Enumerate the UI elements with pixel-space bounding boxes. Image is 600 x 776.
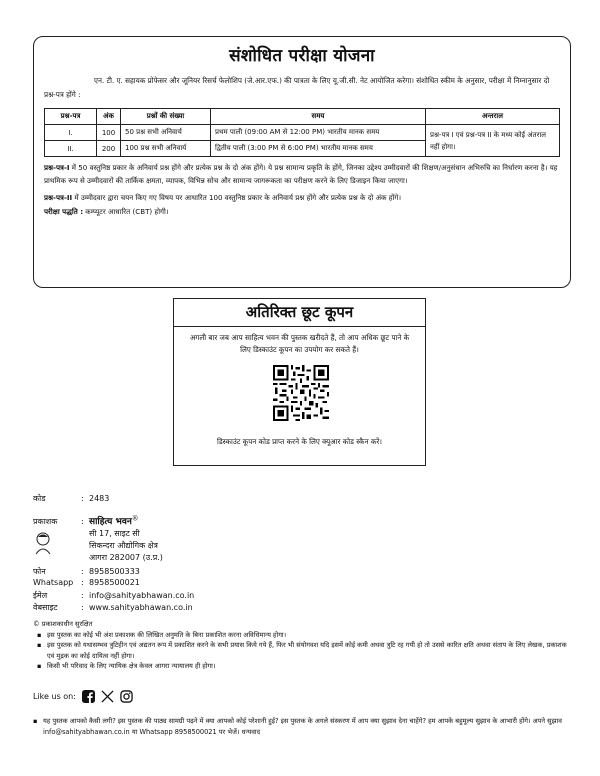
address-line-2: सिकन्दरा औद्योगिक क्षेत्र: [89, 541, 158, 550]
like-us-label: Like us on:: [33, 692, 76, 701]
time-cell: द्वितीय पाली (3:00 PM से 6:00 PM) भारतीय मानक समय: [211, 141, 426, 157]
whatsapp-value[interactable]: 8958500021: [89, 578, 140, 587]
questions-cell: 100 प्रश्न सभी अनिवार्य: [121, 141, 211, 157]
publisher-logo-icon: [33, 531, 53, 555]
coupon-footer: डिस्काउंट कूपन कोड प्राप्त करने के लिए क्यूआर कोड स्कैन करें।: [216, 437, 383, 446]
exam-title: संशोधित परीक्षा योजना: [229, 46, 375, 66]
whatsapp-label: Whatsapp: [33, 578, 74, 587]
paper1-label: प्रश्न-पत्र-I: [44, 163, 70, 172]
col-paper: प्रश्न-पत्र: [45, 109, 97, 125]
paper1-text: में 50 वस्तुनिष्ठ प्रकार के अनिवार्य प्रश्न होंगे और प्रत्येक प्रश्न के दो अंक होंगे। ये प्रश्न सामान्य प्रकृति के होंगे, जिनका उद्देश्य उम्मीदवारों की शिक्षण/अनुसंधान अभिरुचि का निर्धारण करना है। यह प्राथमिक रूप से उम्मीदवारों की तार्किक क्षमता, व्यापक, विभिन्न सोच और सामान्य जागरूकता का परीक्षण करने के लिए डिजाइन किया जाएगा।: [44, 163, 558, 185]
website-row: वेबसाइट : www.sahityabhawan.co.in: [33, 603, 193, 612]
list-item: ▪ किसी भी परिवाद के लिए न्यायिक क्षेत्र केवल आगरा न्यायालय ही होगा।: [37, 661, 573, 672]
email-value[interactable]: info@sahityabhawan.co.in: [89, 591, 195, 600]
interval-cell: प्रश्न-पत्र I एवं प्रश्न-पत्र II के मध्य कोई अंतराल नहीं होगा।: [426, 125, 560, 157]
paper2-description: [44, 191, 560, 204]
marks-cell: 200: [97, 141, 121, 157]
email-label: ईमेल: [33, 591, 48, 600]
copyright-text: © प्रकाशकाधीन सुरक्षित: [33, 620, 93, 628]
code-value: 2483: [89, 494, 110, 503]
phone-label: फोन: [33, 567, 46, 576]
time-cell: प्रथम पाली (09:00 AM से 12:00 PM) भारतीय मानक समय: [211, 125, 426, 141]
email-row: ईमेल : info@sahityabhawan.co.in: [33, 591, 195, 600]
exam-plan-table: [44, 108, 560, 157]
table-row: [45, 125, 560, 141]
exam-scheme-box: [33, 36, 571, 288]
publisher-name: साहित्य भवन: [89, 517, 132, 527]
marks-cell: 100: [97, 125, 121, 141]
list-item: ▪ इस पुस्तक का कोई भी अंश प्रकाशक की लिखित अनुमति के बिना प्रकाशित करना अविधिमान्य होगा।: [37, 630, 573, 641]
paper-cell: I.: [45, 125, 97, 141]
paper-cell: II.: [45, 141, 97, 157]
method-text: कम्प्यूटर आधारित (CBT) होगी।: [83, 207, 169, 216]
registered-mark: ®: [131, 514, 139, 523]
website-label: वेबसाइट: [33, 603, 58, 612]
table-header-row: [45, 109, 560, 125]
whatsapp-row: Whatsapp : 8958500021: [33, 578, 140, 587]
paper2-label: प्रश्न-पत्र-II: [44, 193, 73, 202]
social-links: [33, 690, 133, 703]
exam-method: [44, 205, 560, 218]
publisher-row: प्रकाशक : साहित्य भवन®: [33, 514, 139, 527]
col-marks: अंक: [97, 109, 121, 125]
paper2-text: में उम्मीदवार द्वारा चयन किए गए विषय पर आधारित 100 वस्तुनिष्ठ प्रकार के अनिवार्य प्रश्न होंगे और प्रत्येक प्रश्न के दो अंक होंगे।: [72, 193, 402, 202]
paper1-description: [44, 161, 560, 187]
code-label: कोड: [33, 494, 46, 503]
facebook-icon[interactable]: [82, 690, 95, 703]
address-line-1: सी 17, साइट सी: [89, 529, 140, 538]
questions-cell: 50 प्रश्न सभी अनिवार्य: [121, 125, 211, 141]
coupon-text: अगली बार जब आप साहित्य भवन की पुस्तक खरीदते हैं, तो आप अधिक छूट पाने के लिए डिस्काउंट कूपन का उपयोग कर सकते हैं।: [189, 333, 410, 354]
code-row: कोड : 2483: [33, 494, 110, 503]
instagram-icon[interactable]: [120, 690, 133, 703]
col-questions: प्रश्नों की संख्या: [121, 109, 211, 125]
feedback-text: ▪ यह पुस्तक आपको कैसी लगी? इस पुस्तक की पाठ्य सामग्री पढ़ने में क्या आपको कोई परेशानी हुई? इस पुस्तक के अगले संस्करण में आप क्या सुझाव देना चाहेंगे? हम आपके बहुमूल्य सुझाव के आभारी होंगे। अपने सुझाव info@sahityabhawan.co.in या Whatsapp 8958500021 पर भेजें। धन्यवाद: [33, 716, 573, 737]
x-twitter-icon[interactable]: [101, 690, 114, 703]
phone-row: फोन : 8958500333: [33, 567, 140, 576]
list-item: ▪ इस पुस्तक को यथासम्भव त्रुटिहीन एवं अद्यतन रूप में प्रकाशित करने के सभी प्रयास किये गये हैं, फिर भी संयोगवश यदि इसमें कोई कमी अथवा त्रुटि रह गयी हो तो उससे कारित क्षति अथवा संताप के लिए लेखक, प्रकाशक एवं मुद्रक का कोई दायित्व नहीं होगा।: [37, 640, 573, 661]
qr-code-icon[interactable]: [273, 365, 329, 421]
legal-notes: [33, 619, 573, 672]
address-line-3: आगरा 282007 (उ.प्र.): [89, 553, 163, 562]
col-time: समय: [211, 109, 426, 125]
phone-value[interactable]: 8958500333: [89, 567, 140, 576]
website-value[interactable]: www.sahityabhawan.co.in: [89, 603, 193, 612]
discount-coupon-box: [173, 298, 426, 466]
col-interval: अन्तराल: [426, 109, 560, 125]
exam-intro: एन. टी. ए. सहायक प्रोफेसर और जूनियर रिसर्च फेलोशिप (जे.आर.एफ.) की पात्रता के लिए यू.जी.सी. नेट आयोजित करेगा। संशोधित स्कीम के अनुसार, परीक्षा में निम्नानुसार दो प्रश्न-पत्र होंगे :: [44, 76, 550, 99]
feedback-note: [33, 716, 573, 737]
coupon-title: अतिरिक्त छूट कूपन: [174, 299, 425, 327]
publisher-label: प्रकाशक: [33, 517, 58, 526]
method-label: परीक्षा पद्धति :: [44, 207, 84, 216]
